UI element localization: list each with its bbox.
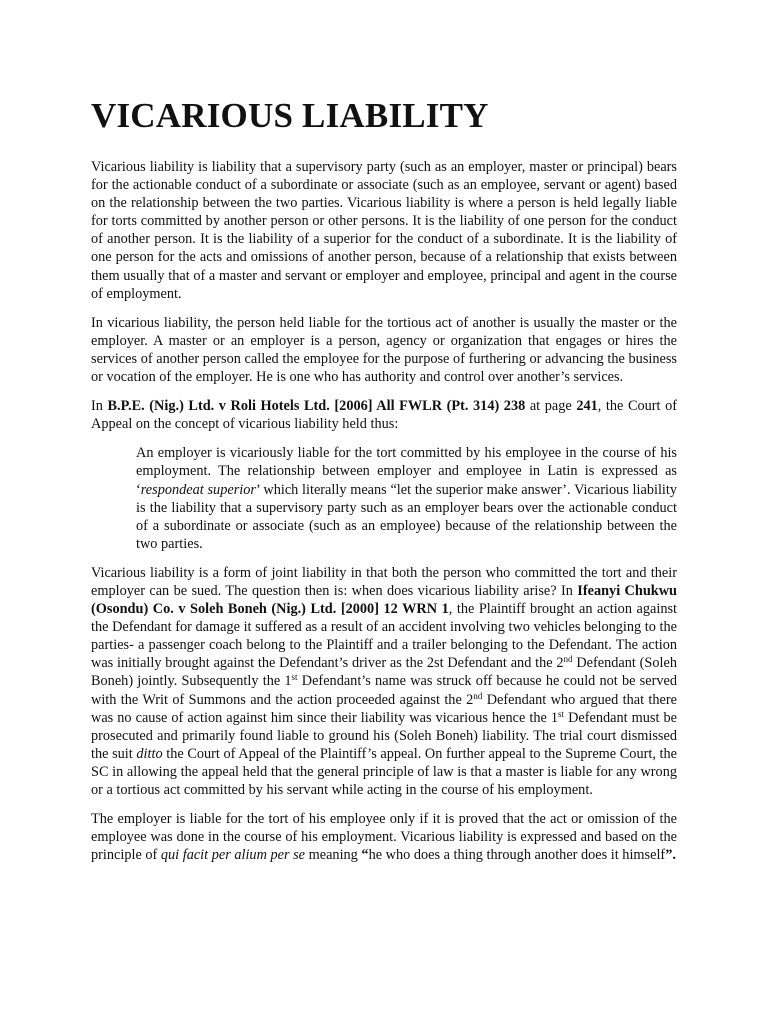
document-page: [91, 96, 677, 875]
ordinal-suffix: nd: [473, 690, 483, 701]
latin-term: respondeat superior: [140, 481, 256, 498]
paragraph-master-employer: In vicarious liability, the person held liable for the tortious act of another is usually the master or the employer. A master or an employer is a person, agency or organization that engages or hires the services of another person called the employee for the purpose of furthering or advancing the business or vocation of the employer. He is one who has authority and control over another’s services.: [91, 314, 677, 386]
close-quote: ”.: [665, 847, 676, 864]
text: Defendant must be prosecuted and primarily found liable to ground his (Soleh Boneh) liability. The trial court dismissed the suit: [91, 709, 677, 762]
text: the Court of Appeal of the Plaintiff’s appeal. On further appeal to the Supreme Court, the SC in allowing the appeal held that the general principle of law is that a master is liable for any wrong or a tortious act committed by his servant while acting in the course of his employment.: [91, 745, 677, 798]
text: An employer is vicariously liable for the tort committed by his employee in the course of his employment. The relationship between employer and employee in Latin is expressed as ‘: [136, 445, 677, 498]
ordinal-suffix: st: [291, 672, 298, 683]
latin-term: qui facit per alium per se: [160, 847, 306, 864]
text: he who does a thing through another does it himself: [368, 847, 666, 864]
block-quote: [136, 444, 677, 553]
open-quote: “: [361, 847, 369, 864]
ordinal-suffix: st: [558, 708, 565, 719]
text: meaning: [305, 847, 362, 864]
case-citation: B.P.E. (Nig.) Ltd. v Roli Hotels Ltd. [2006] All FWLR (Pt. 314) 238: [107, 398, 526, 415]
case-citation: Ifeanyi Chukwu (Osondu) Co. v Soleh Boneh (Nig.) Ltd. [2000] 12 WRN 1: [91, 582, 678, 618]
text: The employer is liable for the tort of his employee only if it is proved that the act or omission of the employee was done in the course of his employment. Vicarious liability is expressed and based on the principle of: [91, 811, 677, 864]
page-reference: 241: [576, 398, 598, 415]
text: Vicarious liability is a form of joint liability in that both the person who committed the tort and their employer can be sued. The question then is: when does vicarious liability arise? In: [91, 564, 677, 599]
paragraph-definition: Vicarious liability is liability that a supervisory party (such as an employer, master or principal) bears for the actionable conduct of a subordinate or associate (such as an employee, servant or agent) based on the relationship between the two parties. Vicarious liability is where a person is held legally liable for torts committed by another person or other persons. It is the liability of one person for the conduct of another person. It is the liability of a superior for the conduct of a subordinate. It is the liability of one person for the acts and omissions of another person, because of a relationship that exists between them usually that of a master and servant or employer and employee, principal and agent in the course of employment.: [91, 159, 677, 302]
text: Defendant who argued that there was no cause of action against him since their liability was vicarious hence the 1: [91, 691, 677, 726]
ordinal-suffix: nd: [563, 654, 573, 665]
text: In: [91, 398, 108, 415]
paragraph-joint-liability: [91, 564, 677, 799]
text: Defendant (Soleh Boneh) jointly. Subsequently the 1: [91, 655, 678, 690]
page-title: VICARIOUS LIABILITY: [91, 96, 489, 135]
text: at page: [525, 398, 577, 415]
text: , the Court of Appeal on the concept of vicarious liability held thus:: [91, 398, 678, 433]
paragraph-case-intro: [91, 397, 677, 433]
text: ’ which literally means “let the superior make answer’. Vicarious liability is the liability that a supervisory party such as an employer bears over the actionable conduct of a subordinate or associate (such as an employee) because of the relationship between the two parties.: [136, 481, 678, 552]
text: , the Plaintiff brought an action against the Defendant for damage it suffered as a result of an accident involving two vehicles belonging to the parties- a passenger coach belong to the Plaintiff and a trailer belonging to the Defendant. The action was initially brought against the Defendant’s driver as the 2st Defendant and the 2: [91, 601, 678, 672]
text: Defendant’s name was struck off because he could not be served with the Writ of Summons and the action proceeded against the 2: [91, 673, 677, 708]
paragraph-employer-liable: [91, 810, 677, 864]
latin-term: ditto: [136, 745, 163, 762]
